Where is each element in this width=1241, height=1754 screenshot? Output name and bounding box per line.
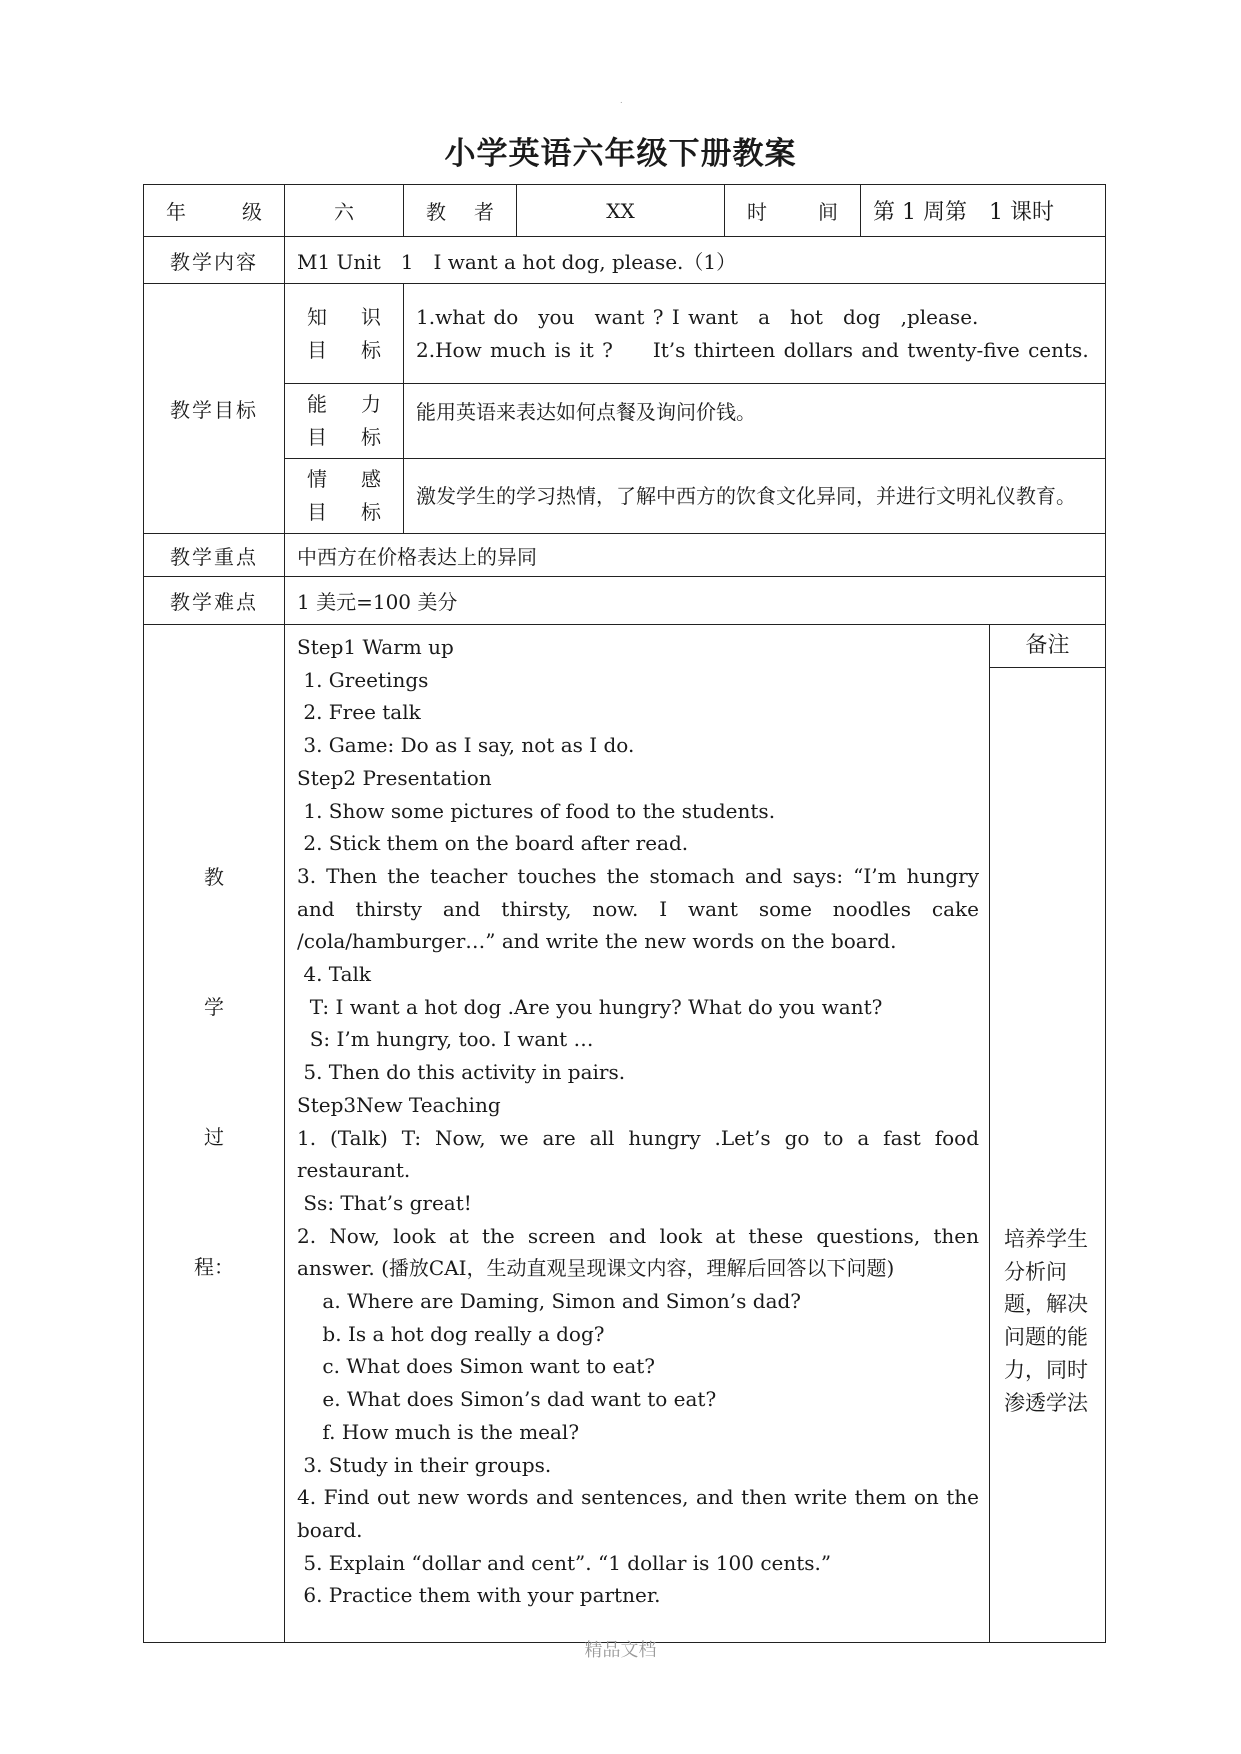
process-line: 1. (Talk) T: Now, we are all hungry .Let’s go to a fast food restaurant. [297,1125,979,1183]
process-line: 3. Then the teacher touches the stomach and says: “I’m hungry and thirsty and thirsty, now. I want some noodles cake /cola/hamburger…” and write the new words on the board. [297,863,979,954]
header-mark: . [620,96,623,105]
ability-label-line2: 目 标 [307,425,381,449]
process-line: f. How much is the meal? [297,1419,580,1444]
row-ability-objective [144,384,1106,459]
process-line: 6. Practice them with your partner. [297,1583,661,1608]
ability-text: 能用英语来表达如何点餐及询问价钱。 [404,384,1106,459]
knowledge-label-line2: 目 标 [307,337,381,362]
emotion-label-line2: 目 标 [307,500,381,524]
process-label-char-2: 学 [204,995,224,1019]
teacher-value: XX [517,185,725,237]
grade-label: 年 级 [144,185,285,237]
key-point-value: 中西方在价格表达上的异同 [285,534,1106,577]
process-line: 2. Stick them on the board after read. [297,831,689,856]
content-label: 教学内容 [144,237,285,284]
process-line: a. Where are Daming, Simon and Simon’s dad? [297,1289,802,1314]
process-line: 2. Free talk [297,700,421,725]
difficulty-label: 教学难点 [144,577,285,625]
process-label-char-4: 程： [194,1255,234,1279]
row-key-point [144,534,1106,577]
process-line: 1. Greetings [297,667,429,692]
process-line: 1. Show some pictures of food to the students. [297,798,776,823]
process-line: e. What does Simon’s dad want to eat? [297,1387,717,1412]
grade-value: 六 [285,185,404,237]
notes-text: 培养学生分析问题，解决问题的能力，同时渗透学法 [1004,1227,1088,1415]
footer-text: 精品文档 [584,1640,657,1661]
key-point-label: 教学重点 [144,534,285,577]
process-line: T: I want a hot dog .Are you hungry? What do you want? [297,994,883,1019]
row-content [144,237,1106,284]
row-process [144,625,1106,1643]
ability-label-line1: 能 力 [307,392,381,416]
process-line: Step3New Teaching [297,1092,501,1117]
row-emotion-objective [144,459,1106,534]
row-difficulty [144,577,1106,625]
page-title: 小学英语六年级下册教案 [444,136,797,172]
objectives-label: 教学目标 [144,284,285,534]
difficulty-value: 1 美元=100 美分 [285,577,1106,625]
process-line: 4. Talk [297,962,372,987]
process-content [285,625,990,1643]
teacher-label: 教 者 [404,185,517,237]
emotion-label-line1: 情 感 [307,467,381,491]
row-basic-info [144,185,1106,237]
process-line: 4. Find out new words and sentences, and then write them on the board. [297,1485,979,1542]
emotion-label [285,459,404,534]
emotion-text: 激发学生的学习热情，了解中西方的饮食文化异同，并进行文明礼仪教育。 [404,459,1106,534]
process-line: 5. Explain “dollar and cent”. “1 dollar is 100 cents.” [297,1550,832,1575]
content-value: M1 Unit 1 I want a hot dog, please.（1） [285,237,1106,284]
process-label-char-3: 过 [204,1125,224,1149]
process-line: 3. Study in their groups. [297,1452,552,1477]
process-line: 2. Now, look at the screen and look at these questions, then answer. (播放CAI，生动直观呈现课文内容，理解后回答以下问题) [297,1223,979,1281]
notes-header: 备注 [990,625,1105,668]
knowledge-label-line1: 知 识 [307,304,381,329]
process-line: Ss: That’s great! [297,1190,472,1215]
ability-label [285,384,404,459]
process-line: b. Is a hot dog really a dog? [297,1321,605,1346]
time-value: 第 1 周第 1 课时 [861,185,1106,237]
time-label: 时 间 [725,185,861,237]
process-line: 3. Game: Do as I say, not as I do. [297,733,635,758]
row-knowledge-objective [144,284,1106,384]
process-label [144,625,285,1643]
process-label-char-1: 教 [204,865,224,889]
process-line: c. What does Simon want to eat? [297,1354,656,1379]
process-line: S: I’m hungry, too. I want … [297,1027,594,1052]
process-line: Step2 Presentation [297,765,492,790]
lesson-plan-table [143,184,1106,1643]
process-line: Step1 Warm up [297,635,454,659]
notes-column [990,625,1106,1643]
knowledge-line-2: 2.How much is it ? It’s thirteen dollars and twenty-five cents. [416,337,1089,362]
process-line: 5. Then do this activity in pairs. [297,1060,626,1085]
knowledge-line-1: 1.what do you want ? I want a hot dog ,please. [416,304,979,329]
knowledge-text [404,284,1106,384]
knowledge-label [285,284,404,384]
